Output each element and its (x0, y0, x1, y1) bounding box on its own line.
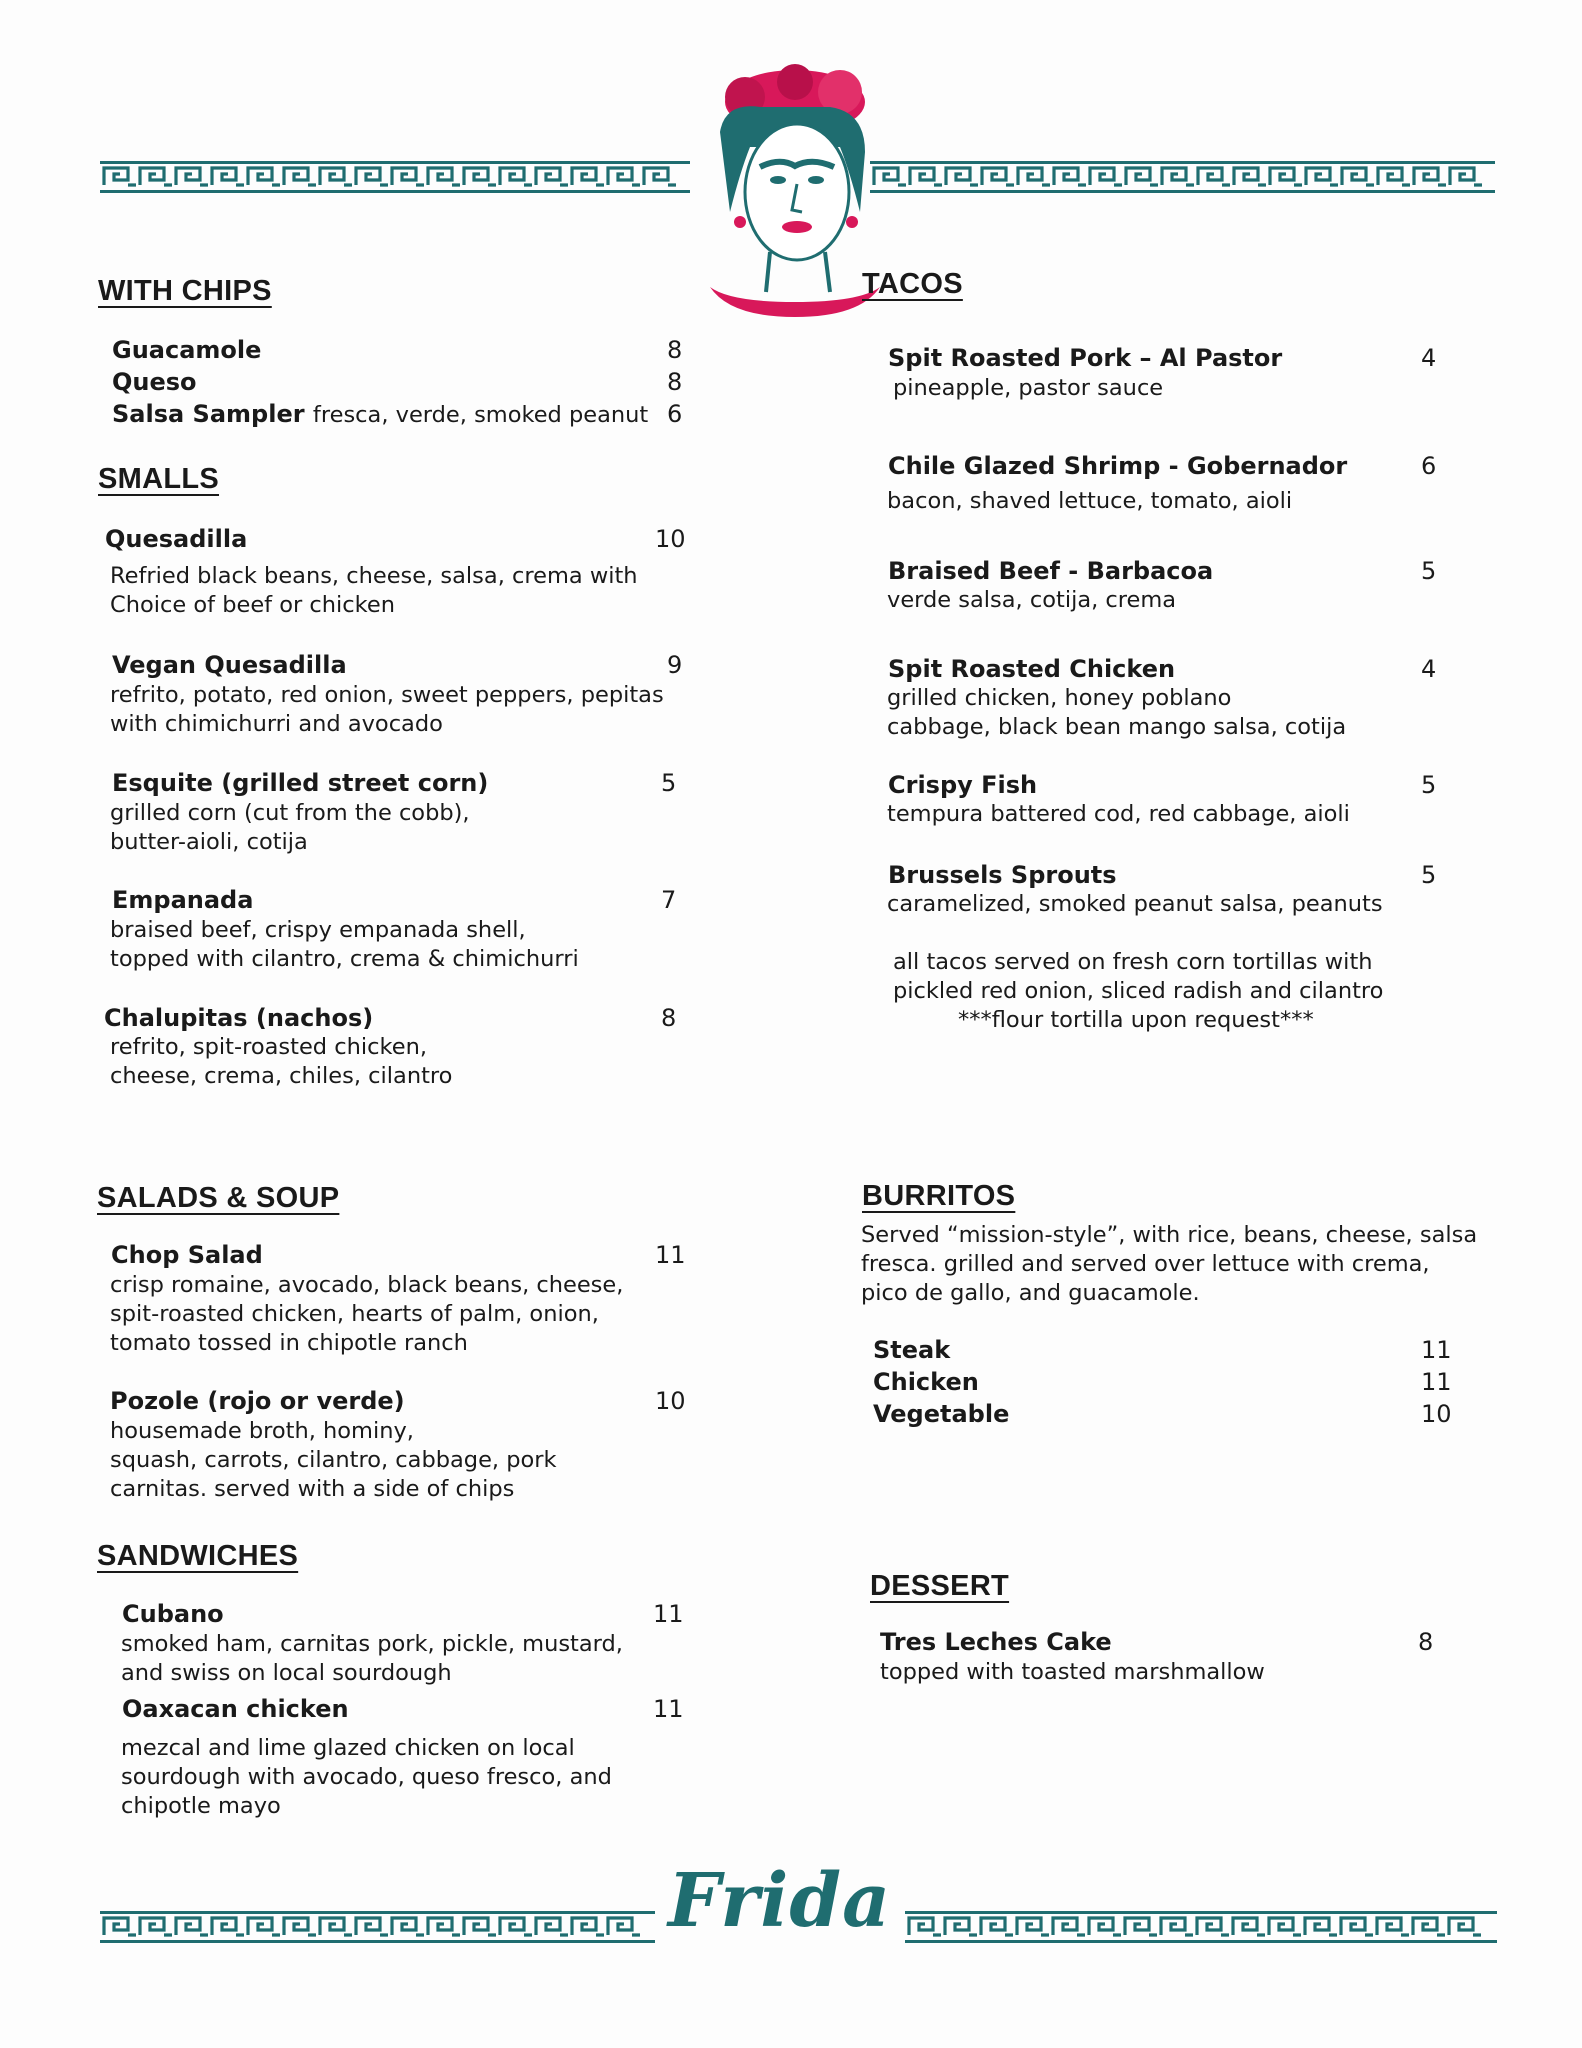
menu-item-description: braised beef, crispy empanada shell, (110, 917, 526, 943)
menu-item-price: 5 (1421, 861, 1437, 889)
menu-item-name: Pozole (rojo or verde) (110, 1387, 405, 1415)
menu-item-price: 10 (655, 1387, 686, 1415)
menu-item-description: sourdough with avocado, queso fresco, and (121, 1764, 612, 1790)
menu-item-name: Spit Roasted Chicken (888, 655, 1176, 683)
menu-item-name: Empanada (112, 886, 254, 914)
menu-item-description: tomato tossed in chipotle ranch (110, 1330, 468, 1356)
menu-item-name: Vegetable (873, 1400, 1010, 1428)
menu-item-name: Vegan Quesadilla (112, 651, 347, 679)
menu-item-name: Guacamole (112, 336, 262, 364)
section-heading-burritos: BURRITOS (862, 1180, 1016, 1212)
greek-key-border-top-right (870, 160, 1495, 194)
greek-key-border-bottom-right (905, 1910, 1497, 1944)
menu-item-price: 11 (655, 1241, 686, 1269)
section-heading-smalls: SMALLS (98, 463, 220, 495)
menu-item-description: mezcal and lime glazed chicken on local (121, 1735, 575, 1761)
menu-item-description: refrito, potato, red onion, sweet peppers, pepitas (110, 682, 664, 708)
menu-item-price: 7 (661, 886, 677, 914)
menu-item-name: Oaxacan chicken (122, 1695, 349, 1723)
menu-item-price: 5 (661, 769, 677, 797)
menu-item-name: Chile Glazed Shrimp - Gobernador (888, 452, 1348, 480)
menu-item-description: pineapple, pastor sauce (893, 375, 1164, 401)
menu-item-price: 11 (653, 1600, 684, 1628)
menu-item-description: squash, carrots, cilantro, cabbage, pork (110, 1447, 557, 1473)
section-heading-tacos: TACOS (862, 268, 963, 300)
menu-item-name: Spit Roasted Pork – Al Pastor (888, 344, 1283, 372)
menu-item-price: 10 (1421, 1400, 1452, 1428)
menu-item-description: grilled corn (cut from the cobb), (110, 800, 470, 826)
tacos-note: all tacos served on fresh corn tortillas with (893, 949, 1373, 975)
menu-item-note: fresca, verde, smoked peanut (312, 402, 649, 428)
menu-item-description: caramelized, smoked peanut salsa, peanuts (887, 891, 1383, 917)
menu-item-price: 4 (1421, 344, 1437, 372)
menu-item-description: topped with cilantro, crema & chimichurri (110, 946, 579, 972)
menu-item-name: Crispy Fish (888, 771, 1038, 799)
menu-item-description: topped with toasted marshmallow (880, 1659, 1265, 1685)
menu-item-price: 4 (1421, 655, 1437, 683)
frida-logo-text: Frida (668, 1858, 892, 1944)
menu-item-name: Queso (112, 368, 197, 396)
menu-item-name: Cubano (122, 1600, 224, 1628)
menu-item-price: 6 (1421, 452, 1437, 480)
section-heading-sandwiches: SANDWICHES (97, 1540, 299, 1572)
greek-key-border-bottom-left (100, 1910, 655, 1944)
menu-item-price: 9 (667, 651, 683, 679)
menu-item-description: spit-roasted chicken, hearts of palm, onion, (110, 1301, 599, 1327)
menu-item-name: Esquite (grilled street corn) (112, 769, 489, 797)
menu-item-description: grilled chicken, honey poblano (887, 685, 1232, 711)
menu-item-price: 5 (1421, 771, 1437, 799)
burritos-intro: Served “mission-style”, with rice, beans, cheese, salsa (861, 1222, 1478, 1248)
menu-item-description: crisp romaine, avocado, black beans, cheese, (110, 1272, 624, 1298)
menu-item-description: cabbage, black bean mango salsa, cotija (887, 714, 1347, 740)
menu-item-price: 8 (1418, 1628, 1434, 1656)
menu-item-price: 11 (653, 1695, 684, 1723)
menu-item-description: verde salsa, cotija, crema (887, 587, 1177, 613)
menu-item-title: Salsa Sampler (112, 400, 305, 428)
menu-item-description: refrito, spit-roasted chicken, (110, 1034, 427, 1060)
burritos-intro: fresca. grilled and served over lettuce with crema, (861, 1251, 1430, 1277)
menu-item-description: with chimichurri and avocado (110, 711, 443, 737)
section-heading-salads-soup: SALADS & SOUP (97, 1182, 340, 1214)
menu-item-description: and swiss on local sourdough (121, 1660, 452, 1686)
menu-item-name: Chalupitas (nachos) (104, 1004, 374, 1032)
menu-item-price: 6 (667, 400, 683, 428)
menu-item-price: 11 (1421, 1368, 1452, 1396)
menu-item-price: 8 (661, 1004, 677, 1032)
menu-item-description: cheese, crema, chiles, cilantro (110, 1063, 453, 1089)
menu-item-description: Refried black beans, cheese, salsa, crema with (110, 563, 638, 589)
menu-item-name (112, 400, 648, 428)
menu-item-price: 8 (667, 336, 683, 364)
menu-item-name: Quesadilla (105, 525, 248, 553)
menu-item-name: Brussels Sprouts (888, 861, 1117, 889)
menu-item-name: Tres Leches Cake (880, 1628, 1112, 1656)
menu-item-name: Chicken (873, 1368, 979, 1396)
menu-item-description: tempura battered cod, red cabbage, aioli (887, 801, 1350, 827)
menu-item-description: carnitas. served with a side of chips (110, 1476, 515, 1502)
menu-item-name: Chop Salad (111, 1241, 263, 1269)
menu-item-price: 10 (655, 525, 686, 553)
section-heading-dessert: DESSERT (870, 1570, 1010, 1602)
menu-item-price: 8 (667, 368, 683, 396)
menu-item-description: chipotle mayo (121, 1793, 281, 1819)
menu-item-name: Steak (873, 1336, 951, 1364)
greek-key-border-top-left (100, 160, 690, 194)
tacos-note: pickled red onion, sliced radish and cilantro (893, 978, 1384, 1004)
menu-item-price: 11 (1421, 1336, 1452, 1364)
menu-item-description: smoked ham, carnitas pork, pickle, mustard, (121, 1631, 623, 1657)
tacos-note: ***flour tortilla upon request*** (958, 1007, 1314, 1033)
menu-item-description: bacon, shaved lettuce, tomato, aioli (887, 488, 1293, 514)
menu-item-description: housemade broth, hominy, (110, 1418, 414, 1444)
menu-item-price: 5 (1421, 557, 1437, 585)
section-heading-with-chips: WITH CHIPS (98, 275, 272, 307)
menu-item-name: Braised Beef - Barbacoa (888, 557, 1214, 585)
burritos-intro: pico de gallo, and guacamole. (861, 1280, 1200, 1306)
menu-item-description: Choice of beef or chicken (110, 592, 395, 618)
menu-item-description: butter-aioli, cotija (110, 829, 308, 855)
